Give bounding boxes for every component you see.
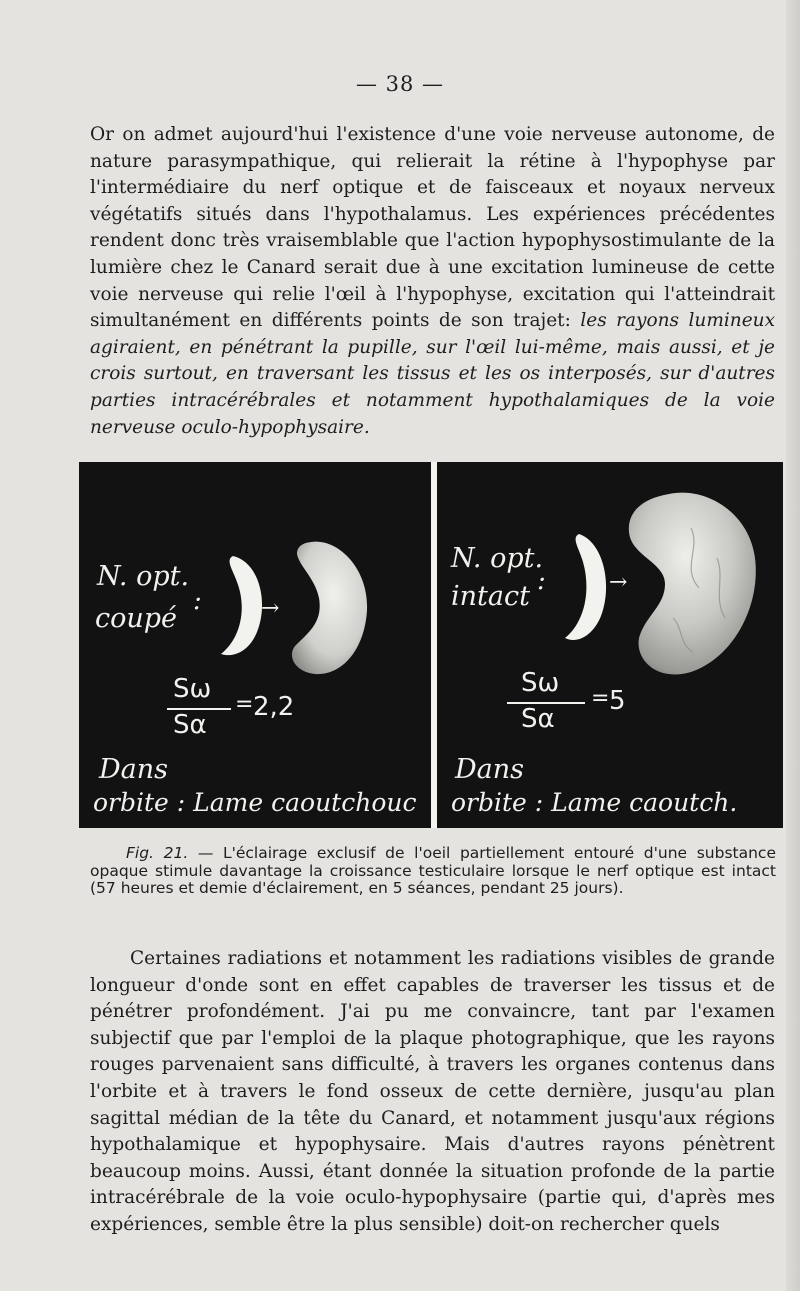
page-edge-shadow xyxy=(786,0,800,1291)
arrow-icon: → xyxy=(609,570,628,595)
orbite-label: orbite : Lame caoutchouc xyxy=(93,788,417,817)
dans-label: Dans xyxy=(99,754,168,785)
nerve-label-line1: N. opt. xyxy=(451,543,544,574)
ratio-equals: = xyxy=(591,686,610,711)
page-number: — 38 — xyxy=(355,72,445,96)
nerve-label-line1: N. opt. xyxy=(97,561,190,592)
ratio-numerator: Sω xyxy=(521,668,560,698)
paragraph-2 xyxy=(90,946,775,1239)
ratio-value: 2,2 xyxy=(253,692,295,722)
caption-figure-ref: Fig. 21. xyxy=(126,844,189,862)
paragraph-1-text: Or on admet aujourd'hui l'existence d'une voie nerveuse autonome, de nature parasympathique, qui relierait la rétine à l'hypophyse par l'intermédiaire du nerf optique et de faisceaux et noyaux nerveux végétatifs situés dans l'hypothalamus. Les expériences précédentes rendent donc très vraisemblable que l'action hypophysostimulante de la lumière chez le Canard serait due à une excitation lumineuse de cette voie nerveuse qui relie l'œil à l'hypophyse, excitation qui l'atteindrait simultanément en différents points de son trajet: xyxy=(90,124,775,332)
orbite-label: orbite : Lame caoutch. xyxy=(451,788,738,817)
figure-21 xyxy=(79,462,783,828)
nerve-label-line2: intact xyxy=(451,581,530,612)
ratio-denominator: Sα xyxy=(173,710,207,740)
ratio-equals: = xyxy=(235,692,254,717)
ratio-numerator: Sω xyxy=(173,674,212,704)
ratio-formula-left xyxy=(167,674,307,744)
ratio-formula-right xyxy=(507,668,637,738)
paragraph-1-italic-text: les rayons lumineux agiraient, en pénétrant la pupille, sur l'œil lui-même, mais aussi, et je crois surtout, en traversant les tissus et les os interposés, sur d'autres parties intracérébrales et notamment hypothalamiques de la voie nerveuse oculo-hypophysaire. xyxy=(90,310,775,438)
ratio-value: 5 xyxy=(609,686,626,716)
arrow-icon: → xyxy=(261,596,280,621)
nerve-label-line2: coupé xyxy=(95,603,178,634)
paragraph-1 xyxy=(90,122,775,441)
figure-caption xyxy=(90,845,776,898)
large-testis-image xyxy=(621,488,761,678)
dans-label: Dans xyxy=(455,754,524,785)
figure-panel-nerve-intact xyxy=(437,462,783,828)
small-testis-image xyxy=(557,530,615,648)
ratio-denominator: Sα xyxy=(521,704,555,734)
medium-testis-image xyxy=(285,536,371,680)
caption-text: — L'éclairage exclusif de l'oeil partiellement entouré d'une substance opaque stimule davantage la croissance testiculaire lorsque le nerf optique est intact (57 heures et demie d'éclairement, en 5 séances, pendant 25 jours). xyxy=(90,844,776,897)
nerve-colon: : xyxy=(193,586,202,616)
paragraph-2-text: Certaines radiations et notamment les radiations visibles de grande longueur d'onde sont en effet capables de traverser les tissus et de pénétrer profondément. J'ai pu me convaincre, tant par l'examen subjectif que par l'emploi de la plaque photographique, que les rayons rouges parvenaient sans difficulté, à travers les organes contenus dans l'orbite et à travers le fond osseux de cette dernière, jusqu'au plan sagittal médian de la tête du Canard, et notamment jusqu'aux régions hypothalamique et hypophysaire. Mais d'autres rayons pénètrent beaucoup moins. Aussi, étant donnée la situation profonde de la partie intracérébrale de la voie oculo-hypophysaire (partie qui, d'après mes expériences, semble être la plus sensible) doit-on rechercher quels xyxy=(90,948,775,1235)
nerve-colon: : xyxy=(537,566,546,596)
figure-panel-nerve-cut xyxy=(79,462,431,828)
